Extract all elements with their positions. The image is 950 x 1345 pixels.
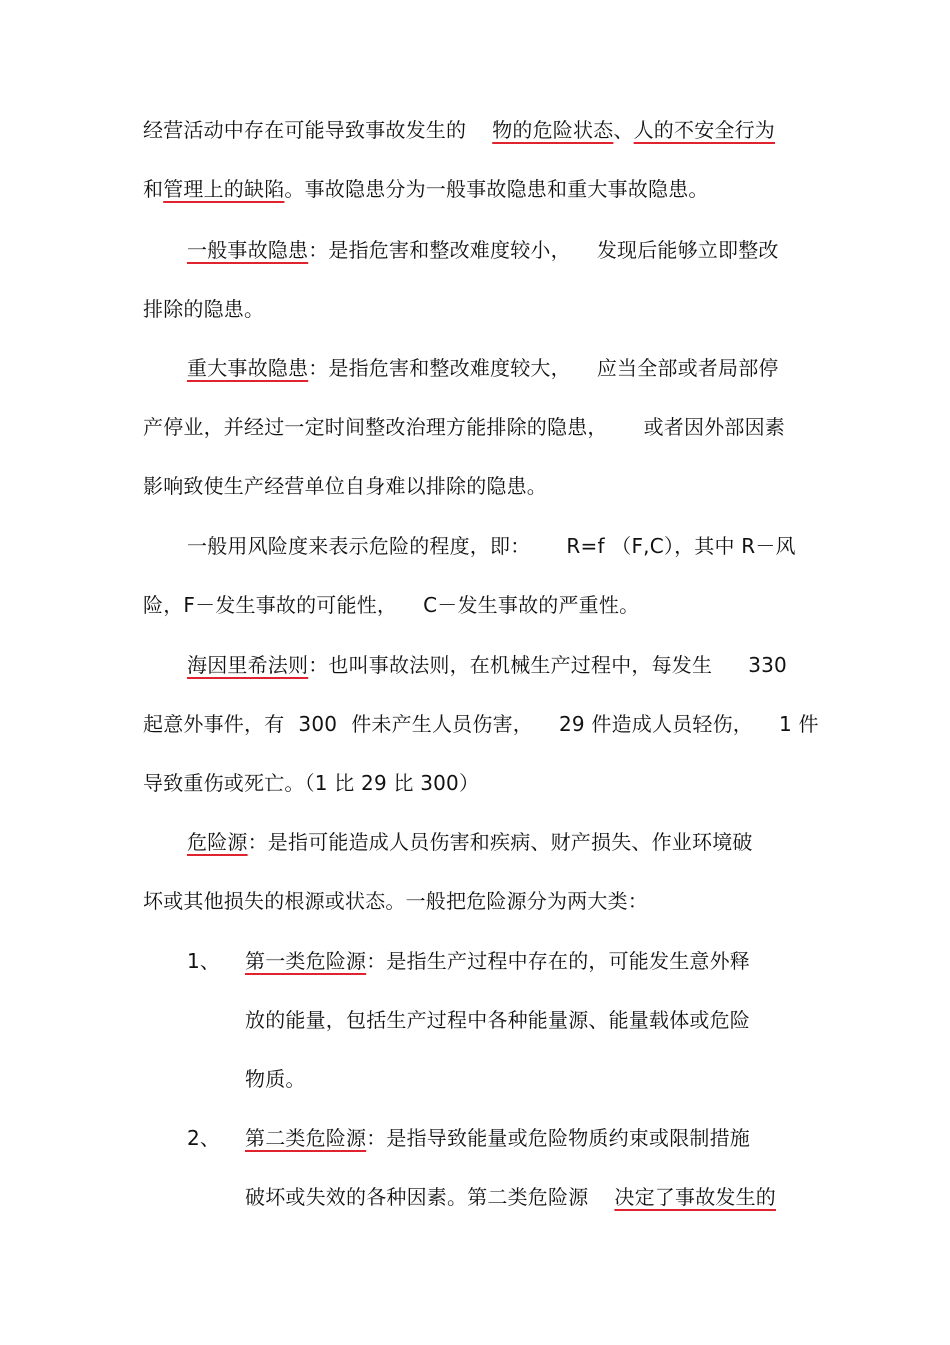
text-segment: 29 件造成人员轻伤， bbox=[559, 712, 754, 736]
text-segment: 一般用风险度来表示危险的程度，即： bbox=[187, 534, 531, 558]
text-line bbox=[187, 532, 796, 560]
text-segment: ：是指危害和整改难度较大， bbox=[308, 356, 571, 380]
text-line bbox=[187, 354, 779, 382]
text-line bbox=[187, 236, 779, 264]
underlined-term: 重大事故隐患 bbox=[187, 356, 309, 380]
text-segment: 和 bbox=[143, 177, 164, 201]
text-segment: 。事故隐患分为一般事故隐患和重大事故隐患。 bbox=[284, 177, 709, 201]
text-segment: 物质。 bbox=[245, 1067, 306, 1091]
text-line bbox=[143, 413, 785, 441]
text-segment: 影响致使生产经营单位自身难以排除的隐患。 bbox=[143, 474, 547, 498]
text-segment: ：是指可能造成人员伤害和疾病、财产损失、作业环境破 bbox=[247, 830, 753, 854]
text-segment: 330 bbox=[748, 653, 787, 677]
text-segment: 放的能量，包括生产过程中各种能量源、能量载体或危险 bbox=[245, 1008, 750, 1032]
text-segment: ：是指危害和整改难度较小， bbox=[308, 238, 571, 262]
text-segment: 300 bbox=[298, 712, 338, 736]
text-segment: 发现后能够立即整改 bbox=[596, 238, 779, 262]
text-segment: ：也叫事故法则，在机械生产过程中，每发生 bbox=[308, 653, 713, 677]
underlined-term: 决定了事故发生的 bbox=[614, 1185, 777, 1209]
text-segment: 产停业，并经过一定时间整改治理方能排除的隐患， bbox=[143, 415, 608, 439]
underlined-term: 人的不安全行为 bbox=[633, 118, 776, 142]
text-line bbox=[187, 828, 753, 856]
text-segment: 1 件 bbox=[779, 712, 819, 736]
list-number: 1、 bbox=[187, 949, 221, 973]
text-line bbox=[187, 651, 787, 679]
text-segment: ：是指生产过程中存在的，可能发生意外释 bbox=[366, 949, 751, 973]
list-number: 2、 bbox=[187, 1126, 221, 1150]
underlined-term: 一般事故隐患 bbox=[187, 238, 309, 262]
list-item-line bbox=[245, 1006, 750, 1034]
text-segment: 破坏或失效的各种因素。第二类危险源 bbox=[245, 1185, 589, 1209]
list-item-line bbox=[187, 947, 750, 975]
text-line bbox=[143, 769, 479, 797]
text-line bbox=[143, 710, 819, 738]
text-line bbox=[143, 591, 639, 619]
underlined-term: 第一类危险源 bbox=[245, 949, 367, 973]
underlined-term: 管理上的缺陷 bbox=[163, 177, 285, 201]
list-item-line bbox=[187, 1124, 750, 1152]
text-segment: 坏或其他损失的根源或状态。一般把危险源分为两大类： bbox=[143, 889, 648, 913]
underlined-term: 危险源 bbox=[187, 830, 248, 854]
text-segment: 件未产生人员伤害， bbox=[351, 712, 533, 736]
text-segment: C－发生事故的严重性。 bbox=[423, 593, 640, 617]
underlined-term: 物的危险状态 bbox=[492, 118, 614, 142]
text-segment: 险，F－发生事故的可能性， bbox=[143, 593, 398, 617]
text-segment: 导致重伤或死亡。（1 比 29 比 300） bbox=[143, 771, 480, 795]
underlined-term: 第二类危险源 bbox=[245, 1126, 367, 1150]
list-item-line bbox=[245, 1183, 776, 1211]
list-item-line bbox=[245, 1065, 306, 1093]
text-line bbox=[143, 472, 547, 500]
text-segment: 经营活动中存在可能导致事故发生的 bbox=[143, 118, 467, 142]
underlined-term: 海因里希法则 bbox=[187, 653, 309, 677]
text-line bbox=[143, 295, 264, 323]
text-segment: ：是指导致能量或危险物质约束或限制措施 bbox=[366, 1126, 751, 1150]
text-segment: 或者因外部因素 bbox=[643, 415, 786, 439]
text-line bbox=[143, 887, 648, 915]
text-line bbox=[143, 175, 709, 203]
text-segment: R=f （F,C），其中 R－风 bbox=[566, 534, 796, 558]
text-line bbox=[143, 116, 775, 144]
text-segment: 应当全部或者局部停 bbox=[596, 356, 779, 380]
text-segment: 、 bbox=[613, 118, 634, 142]
text-segment: 排除的隐患。 bbox=[143, 297, 265, 321]
text-segment: 起意外事件，有 bbox=[143, 712, 285, 736]
